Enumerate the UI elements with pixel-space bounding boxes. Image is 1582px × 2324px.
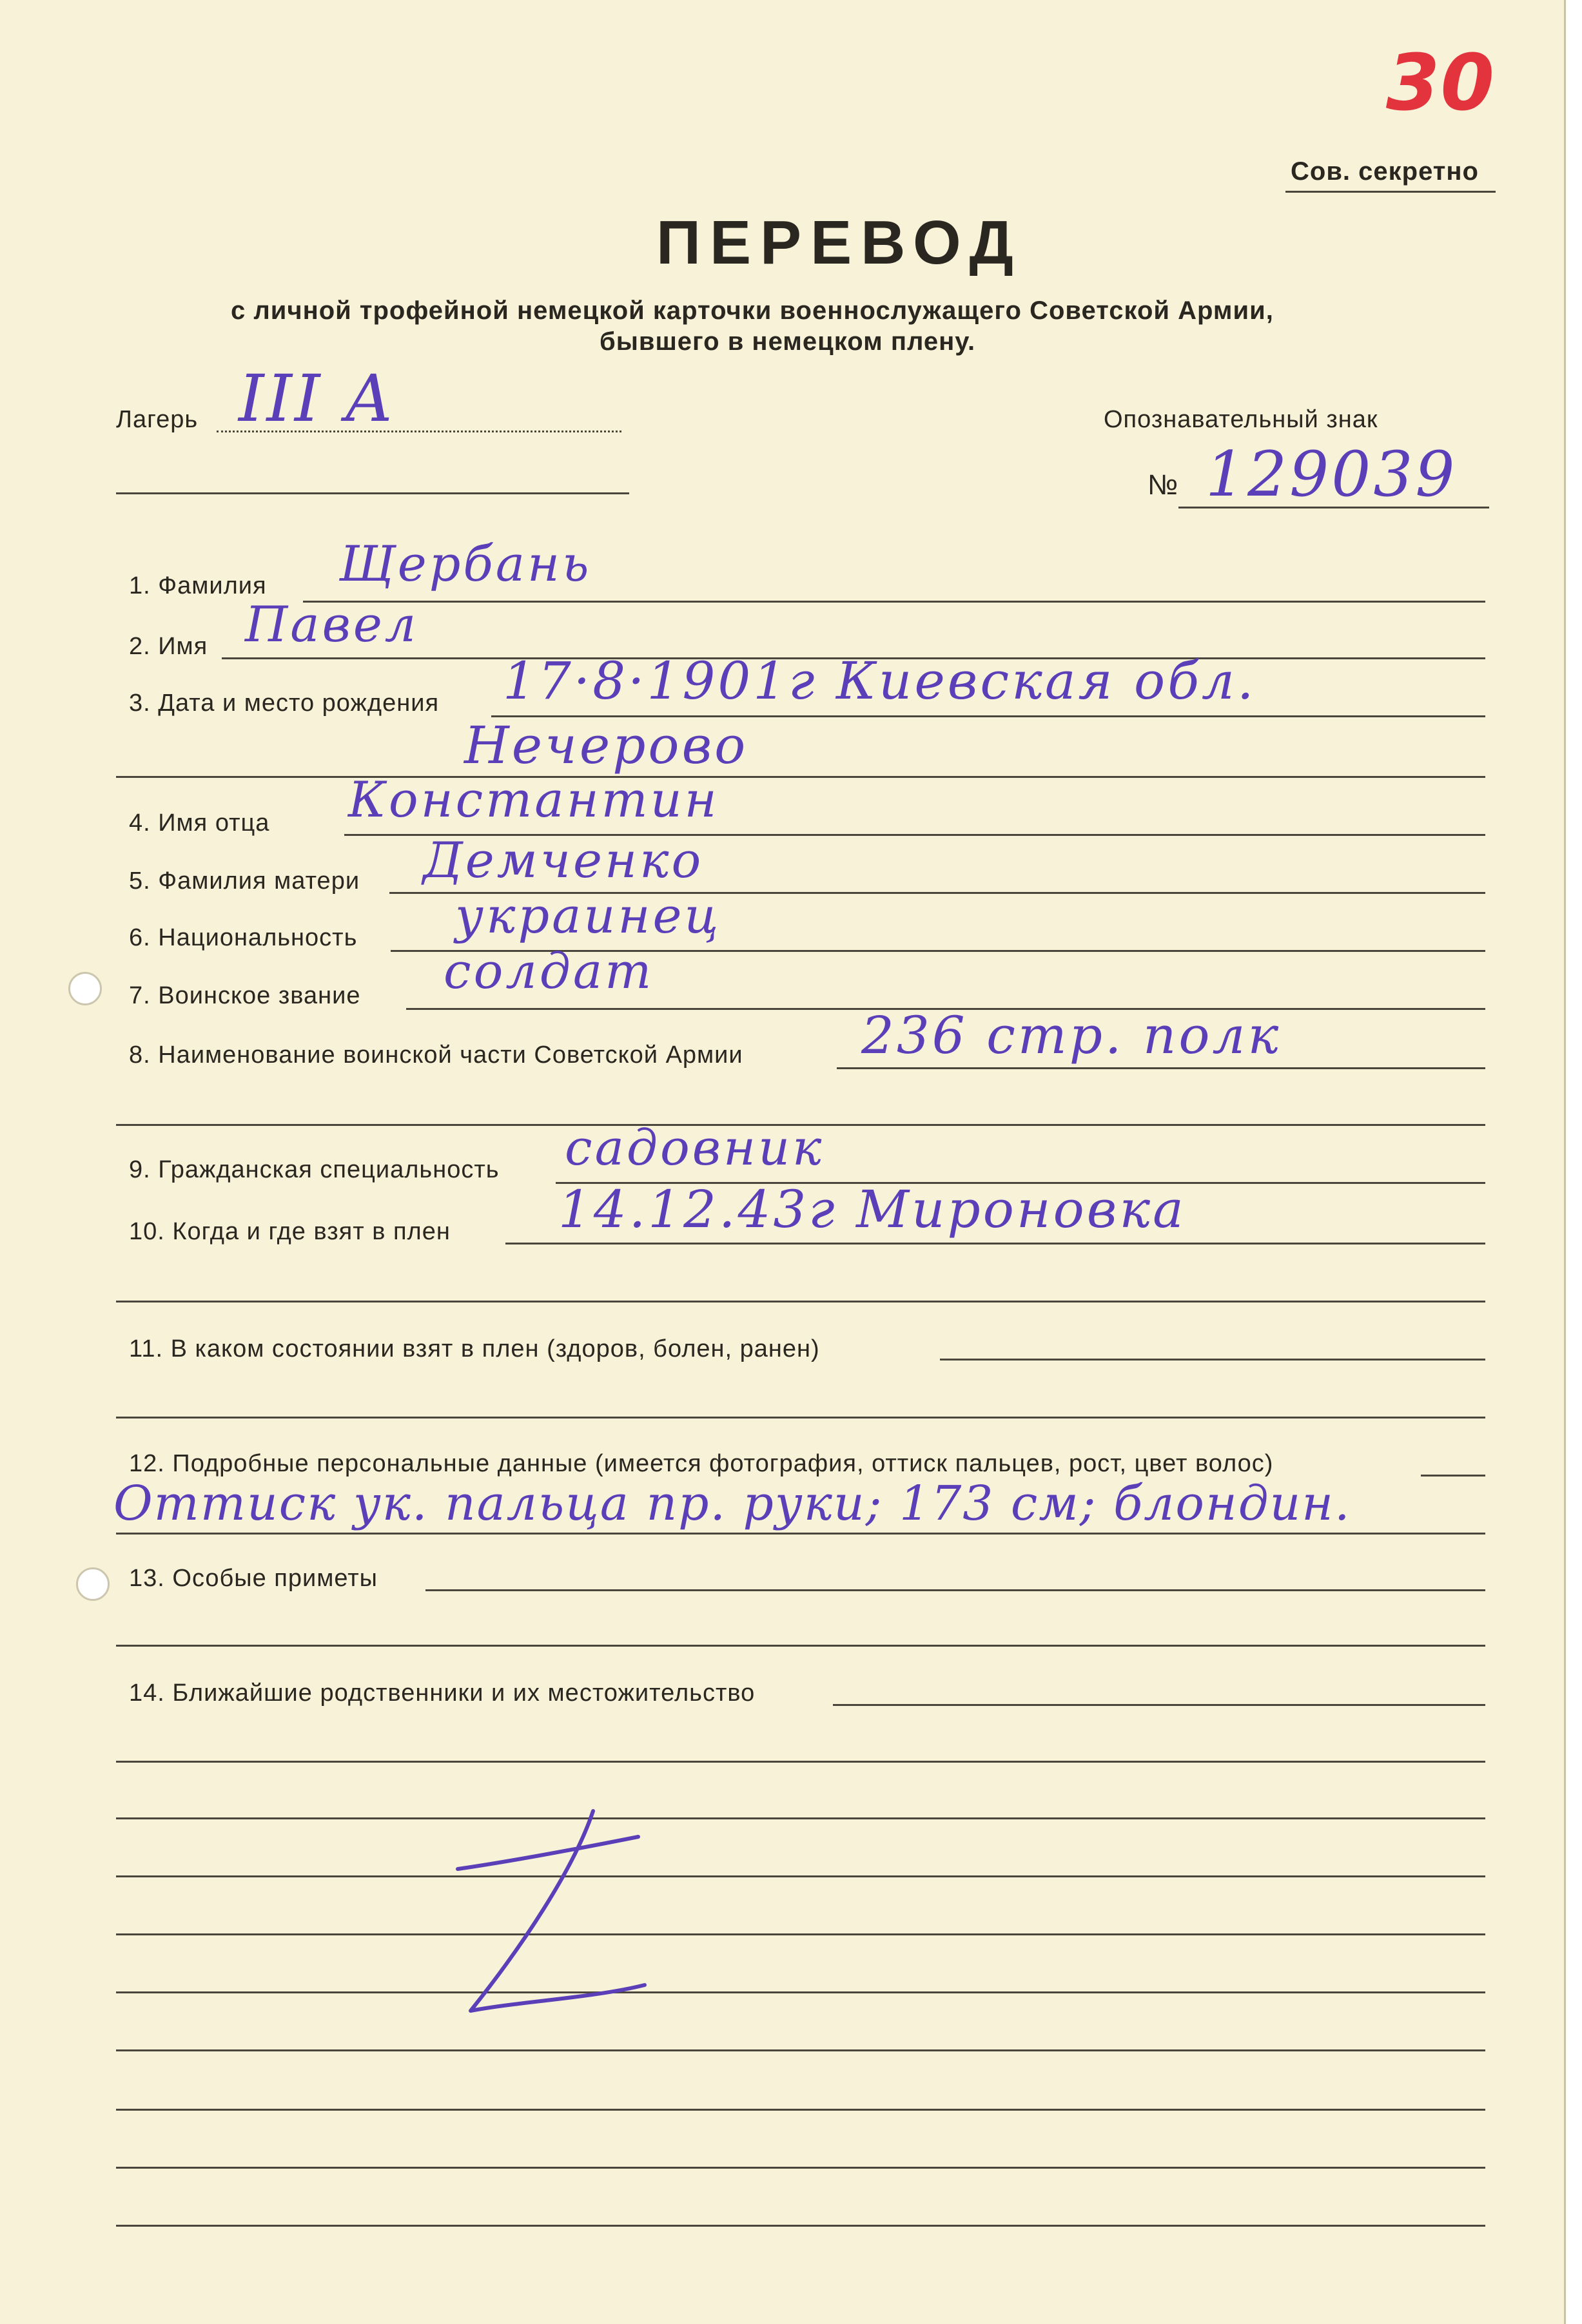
- field-13-label: 13. Особые приметы: [129, 1565, 378, 1592]
- field-12-label: 12. Подробные персональные данные (имеется фотография, оттиск пальцев, рост, цвет волос): [129, 1450, 1274, 1477]
- field-3-value-continued: Нечерово: [464, 715, 748, 775]
- camp-value: III A: [239, 361, 395, 436]
- field-3-continuation-line: [116, 776, 1485, 778]
- field-7-value: солдат: [444, 942, 654, 1000]
- field-14-line-2: [116, 1761, 1485, 1763]
- field-14-line-7: [116, 2049, 1485, 2051]
- field-4-label: 4. Имя отца: [129, 809, 270, 837]
- field-9-label: 9. Гражданская специальность: [129, 1156, 500, 1183]
- page-number: 30: [1386, 39, 1495, 128]
- field-2-label: 2. Имя: [129, 633, 208, 660]
- document-subtitle-line2: бывшего в немецком плену.: [600, 327, 976, 356]
- field-11-continuation-line: [116, 1417, 1485, 1419]
- field-12-continuation-line: [116, 1533, 1485, 1535]
- id-tag-line: [1178, 507, 1489, 508]
- field-12-value: Оттиск ук. пальца пр. руки; 173 см; блондин.: [113, 1476, 1351, 1531]
- field-13-line: [425, 1589, 1485, 1591]
- field-10-label: 10. Когда и где взят в плен: [129, 1218, 451, 1245]
- z-strike-mark: [445, 1792, 664, 2024]
- field-4-value: Константин: [348, 771, 719, 828]
- field-1-value: Щербань: [339, 535, 592, 592]
- classification-underline: [1285, 191, 1496, 193]
- field-1-label: 1. Фамилия: [129, 572, 267, 599]
- field-14-line-10: [116, 2225, 1485, 2227]
- field-9-value: садовник: [565, 1119, 825, 1176]
- field-8-line: [837, 1067, 1485, 1069]
- field-14-label: 14. Ближайшие родственники и их местожительство: [129, 1680, 756, 1707]
- document-subtitle-line1: с личной трофейной немецкой карточки военнослужащего Советской Армии,: [231, 296, 1274, 325]
- field-8-label: 8. Наименование воинской части Советской Армии: [129, 1041, 743, 1069]
- field-11-line: [940, 1359, 1485, 1361]
- field-14-line-5: [116, 1933, 1485, 1935]
- field-14-line-4: [116, 1875, 1485, 1877]
- field-10-continuation-line: [116, 1301, 1485, 1302]
- field-6-value: украинец: [455, 887, 721, 944]
- field-3-value: 17·8·1901г Киевская обл.: [503, 651, 1256, 711]
- id-tag-number-sign: №: [1147, 469, 1179, 501]
- field-14-line-3: [116, 1817, 1485, 1819]
- field-5-value: Демченко: [423, 831, 704, 889]
- field-14-line-9: [116, 2167, 1485, 2169]
- camp-extra-line: [116, 492, 629, 494]
- field-1-line: [303, 601, 1485, 603]
- field-12-line: [1421, 1475, 1485, 1477]
- field-14-line-6: [116, 1991, 1485, 1993]
- document-title: ПЕРЕВОД: [656, 208, 1022, 277]
- field-7-label: 7. Воинское звание: [129, 982, 361, 1009]
- field-13-continuation-line: [116, 1645, 1485, 1647]
- camp-label: Лагерь: [116, 406, 199, 433]
- id-tag-label: Опознавательный знак: [1104, 406, 1378, 433]
- punch-hole-bottom: [76, 1567, 110, 1601]
- field-11-label: 11. В каком состоянии взят в плен (здоров, болен, ранен): [129, 1335, 820, 1362]
- classification-stamp: Сов. секретно: [1291, 157, 1479, 186]
- field-10-value: 14.12.43г Мироновка: [558, 1179, 1186, 1239]
- field-14-line: [833, 1704, 1485, 1706]
- field-14-line-8: [116, 2109, 1485, 2111]
- field-6-label: 6. Национальность: [129, 924, 358, 951]
- id-tag-value: 129039: [1206, 438, 1458, 510]
- field-2-value: Павел: [245, 596, 419, 653]
- field-8-value: 236 стр. полк: [861, 1005, 1282, 1065]
- field-3-label: 3. Дата и место рождения: [129, 690, 440, 717]
- field-10-line: [505, 1243, 1485, 1244]
- field-5-label: 5. Фамилия матери: [129, 867, 360, 895]
- punch-hole-top: [68, 972, 102, 1005]
